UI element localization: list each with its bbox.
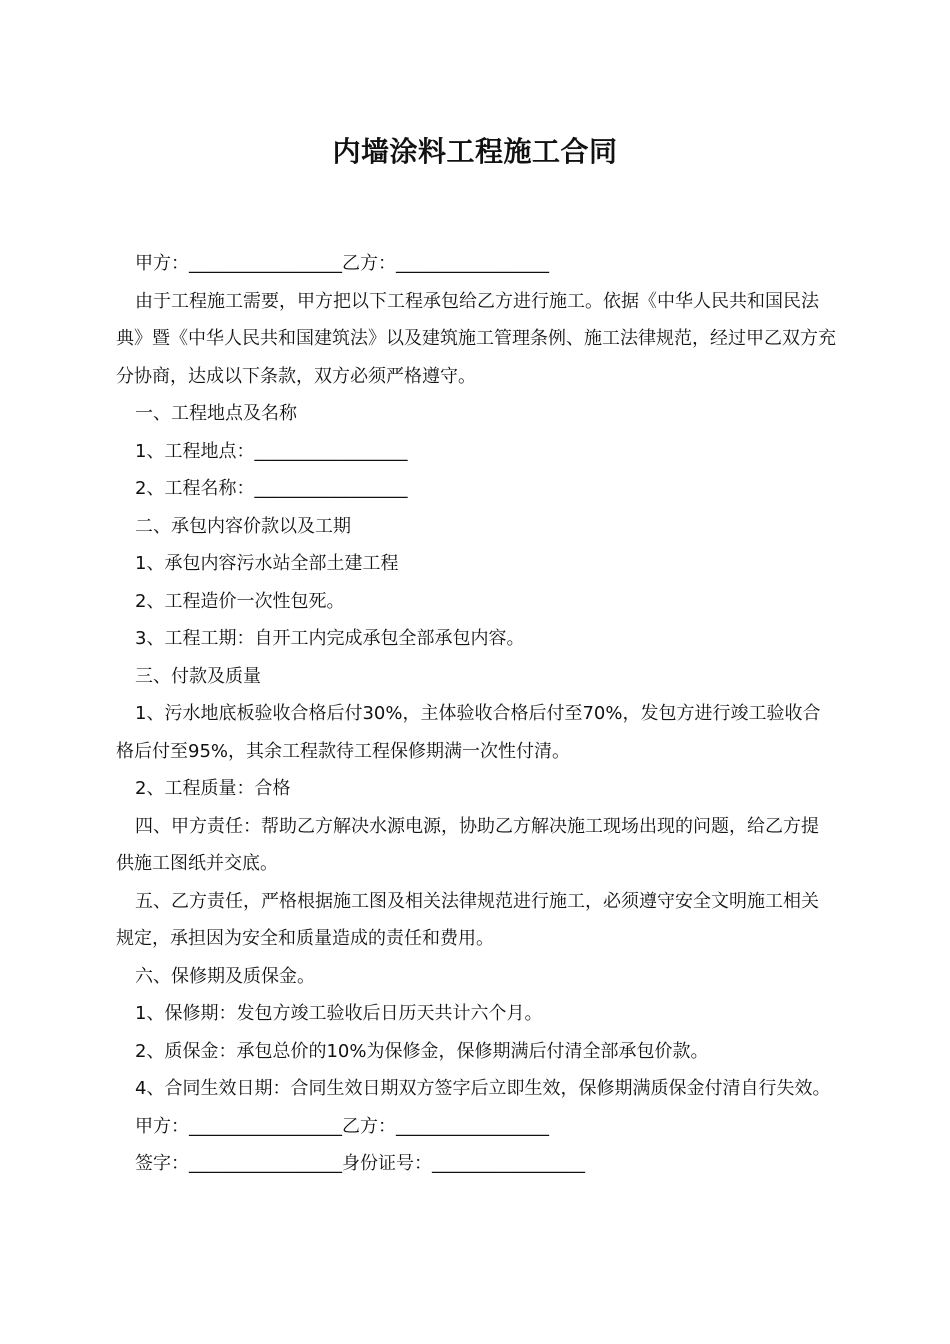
section-heading: 一、工程地点及名称 (135, 403, 297, 424)
document-body (116, 245, 836, 1183)
clause-item: 2、工程质量：合格 (135, 778, 291, 799)
section-heading: 四、甲方责任：帮助乙方解决水源电源，协助乙方解决施工现场出现的问题，给乙方提供施工图纸并交底。 (116, 815, 819, 874)
section-heading: 三、付款及质量 (135, 665, 261, 687)
clause-item: 2、工程名称：_________________ (135, 478, 408, 499)
clause-item: 1、承包内容污水站全部土建工程 (135, 553, 399, 574)
signature-party-line: 甲方：_________________乙方：_________________ (135, 1115, 549, 1137)
clause-item: 3、工程工期：自开工内完成承包全部承包内容。 (135, 628, 525, 649)
section-heading: 五、乙方责任，严格根据施工图及相关法律规范进行施工，必须遵守安全文明施工相关规定，承担因为安全和质量造成的责任和费用。 (116, 890, 819, 949)
clause-item: 1、污水地底板验收合格后付30%，主体验收合格后付至70%，发包方进行竣工验收合格后付至95%，其余工程款待工程保修期满一次性付清。 (116, 703, 821, 762)
document-title: 内墙涂料工程施工合同 (332, 135, 618, 168)
section-heading: 六、保修期及质保金。 (135, 965, 315, 987)
party-line: 甲方：_________________乙方：_________________ (135, 253, 549, 274)
clause-item: 1、保修期：发包方竣工验收后日历天共计六个月。 (135, 1003, 543, 1024)
clause-item: 2、质保金：承包总价的10%为保修金，保修期满后付清全部承包价款。 (135, 1040, 709, 1062)
clause-item: 4、合同生效日期：合同生效日期双方签字后立即生效，保修期满质保金付清自行失效。 (135, 1078, 831, 1099)
signature-line: 签字：_________________身份证号：_________________ (135, 1153, 585, 1174)
clause-item: 2、工程造价一次性包死。 (135, 590, 345, 612)
clause-item: 1、工程地点：_________________ (135, 440, 408, 462)
preamble-paragraph: 由于工程施工需要，甲方把以下工程承包给乙方进行施工。依据《中华人民共和国民法典》暨《中华人民共和国建筑法》以及建筑施工管理条例、施工法律规范，经过甲乙双方充分协商，达成以下条款，双方必须严格遵守。 (116, 290, 836, 387)
section-heading: 二、承包内容价款以及工期 (135, 515, 351, 537)
